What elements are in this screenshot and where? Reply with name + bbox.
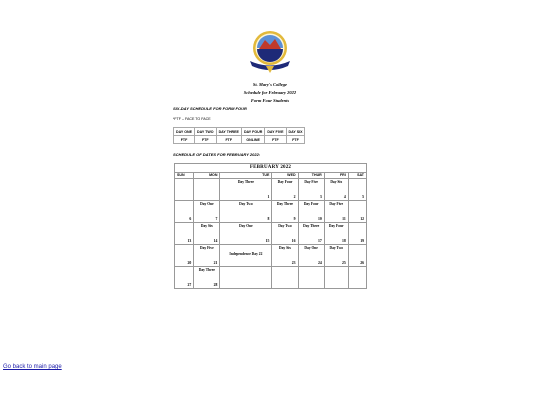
calendar-day-cell — [324, 267, 348, 289]
calendar-day-cell — [194, 201, 220, 223]
schedule-day-label: Day Two — [239, 202, 253, 206]
six-day-mode-row — [174, 136, 305, 144]
schedule-day-label: Day Two — [329, 246, 344, 250]
weekday-header: WED — [272, 173, 298, 179]
calendar-day-cell — [298, 179, 324, 201]
calendar-day-cell — [324, 223, 348, 245]
schedule-day-label: Day Four — [328, 224, 344, 228]
date-number: 21 — [213, 261, 218, 265]
calendar-day-cell — [298, 267, 324, 289]
schedule-day-label: Day Three — [303, 224, 320, 228]
schedule-day-label: Day Three — [276, 202, 294, 206]
calendar-week — [175, 245, 367, 267]
weekday-header: THUR — [298, 173, 324, 179]
calendar-day-cell — [272, 223, 298, 245]
six-day-header-row — [174, 128, 305, 136]
calendar-day-cell — [348, 245, 366, 267]
date-number: 14 — [213, 239, 218, 243]
calendar-week — [175, 223, 367, 245]
calendar-day-cell — [220, 201, 272, 223]
day-header: DAY ONE — [174, 128, 195, 136]
calendar-day-cell — [298, 201, 324, 223]
date-number: 26 — [360, 261, 364, 265]
calendar-day-cell — [272, 267, 298, 289]
date-number: 12 — [360, 217, 364, 221]
schedule-day-label: Day Six — [200, 224, 213, 228]
calendar-day-cell — [175, 179, 194, 201]
date-number: 28 — [213, 283, 218, 287]
weekday-header: MON — [194, 173, 220, 179]
date-number: 19 — [360, 239, 364, 243]
calendar-day-cell — [175, 245, 194, 267]
calendar-day-cell — [220, 267, 272, 289]
schedule-day-label: Day Four — [277, 180, 293, 184]
dates-title: SCHEDULE OF DATES FOR FEBRUARY 2022: — [173, 152, 261, 157]
calendar-day-cell — [194, 245, 220, 267]
date-number: 5 — [362, 195, 364, 199]
date-number: 7 — [215, 217, 218, 221]
schedule-day-label: Day Three — [198, 268, 215, 272]
weekday-header: SUN — [175, 173, 194, 179]
day-header: DAY TWO — [194, 128, 216, 136]
schedule-day-label: Day One — [200, 202, 214, 206]
day-mode: FTF — [174, 136, 195, 144]
date-number: 6 — [189, 217, 192, 221]
day-mode: FTF — [194, 136, 216, 144]
schedule-day-label: Day Four — [303, 202, 319, 206]
back-to-main-link[interactable]: Go back to main page — [3, 364, 62, 370]
schedule-day-label: Day Six — [330, 180, 343, 184]
calendar-day-cell — [220, 245, 272, 267]
six-day-title: SIX-DAY SCHEDULE FOR FORM FOUR — [173, 106, 247, 111]
schedule-day-label: Day Five — [304, 180, 318, 184]
date-number: 11 — [342, 217, 346, 221]
date-number: 17 — [317, 239, 322, 243]
calendar-day-cell — [324, 179, 348, 201]
schedule-day-label: Day Three — [237, 180, 254, 184]
day-mode: FTF — [286, 136, 305, 144]
day-mode: FTF — [265, 136, 286, 144]
date-number: 15 — [265, 239, 270, 243]
calendar-day-cell — [348, 267, 366, 289]
calendar-day-cell — [348, 201, 366, 223]
day-header: DAY THREE — [216, 128, 241, 136]
weekday-header: TUE — [220, 173, 272, 179]
calendar-day-cell — [324, 201, 348, 223]
date-number: 27 — [187, 283, 192, 287]
schedule-day-label: Day One — [304, 246, 318, 250]
holiday-label: Independence Day 22 — [229, 252, 263, 256]
weekday-header: SAT — [348, 173, 366, 179]
date-number: 20 — [187, 261, 192, 265]
calendar-month: FEBRUARY 2022 — [175, 164, 367, 173]
calendar-day-cell — [348, 223, 366, 245]
date-number: 1 — [267, 195, 270, 199]
day-header: DAY FOUR — [241, 128, 264, 136]
schedule-day-label: Day Six — [279, 246, 291, 250]
calendar-week — [175, 267, 367, 289]
ftf-note: *FTF – FACE TO FACE — [173, 117, 211, 121]
weekday-header: FRI — [324, 173, 348, 179]
calendar-day-cell — [298, 223, 324, 245]
date-number: 3 — [319, 195, 322, 199]
february-calendar — [174, 163, 367, 289]
day-mode: FTF — [216, 136, 241, 144]
date-number: 4 — [343, 195, 346, 199]
date-number: 10 — [317, 217, 322, 221]
date-number: 8 — [267, 217, 270, 221]
calendar-day-cell — [220, 223, 272, 245]
six-day-table — [173, 127, 305, 144]
calendar-day-cell — [175, 201, 194, 223]
calendar-day-cell — [272, 179, 298, 201]
college-name: St. Mary's College — [252, 82, 288, 87]
calendar-day-cell — [194, 267, 220, 289]
schedule-day-label: Day Five — [200, 246, 214, 250]
calendar-day-cell — [194, 223, 220, 245]
schedule-day-label: Day Five — [329, 202, 344, 206]
date-number: 18 — [341, 239, 346, 243]
calendar-day-cell — [175, 223, 194, 245]
date-number: 9 — [293, 217, 296, 221]
day-mode: ONLINE — [241, 136, 264, 144]
calendar-day-cell — [272, 201, 298, 223]
schedule-title: Schedule for February 2022 — [243, 90, 297, 95]
students-subtitle: Form Four Students — [250, 98, 290, 103]
calendar-day-cell — [298, 245, 324, 267]
day-header: DAY SIX — [286, 128, 305, 136]
date-number: 25 — [341, 261, 346, 265]
calendar-day-cell — [220, 179, 272, 201]
calendar-week — [175, 201, 367, 223]
calendar-week — [175, 179, 367, 201]
calendar-day-cell — [272, 245, 298, 267]
college-crest-icon — [246, 28, 294, 76]
calendar-day-cell — [175, 267, 194, 289]
calendar-day-cell — [324, 245, 348, 267]
date-number: 13 — [187, 239, 192, 243]
schedule-day-label: Day One — [239, 224, 253, 228]
date-number: 23 — [291, 261, 296, 265]
calendar-day-cell — [194, 179, 220, 201]
date-number: 24 — [317, 261, 322, 265]
calendar-day-cell — [348, 179, 366, 201]
date-number: 2 — [293, 195, 296, 199]
day-header: DAY FIVE — [265, 128, 286, 136]
schedule-day-label: Day Two — [278, 224, 292, 228]
date-number: 16 — [291, 239, 296, 243]
